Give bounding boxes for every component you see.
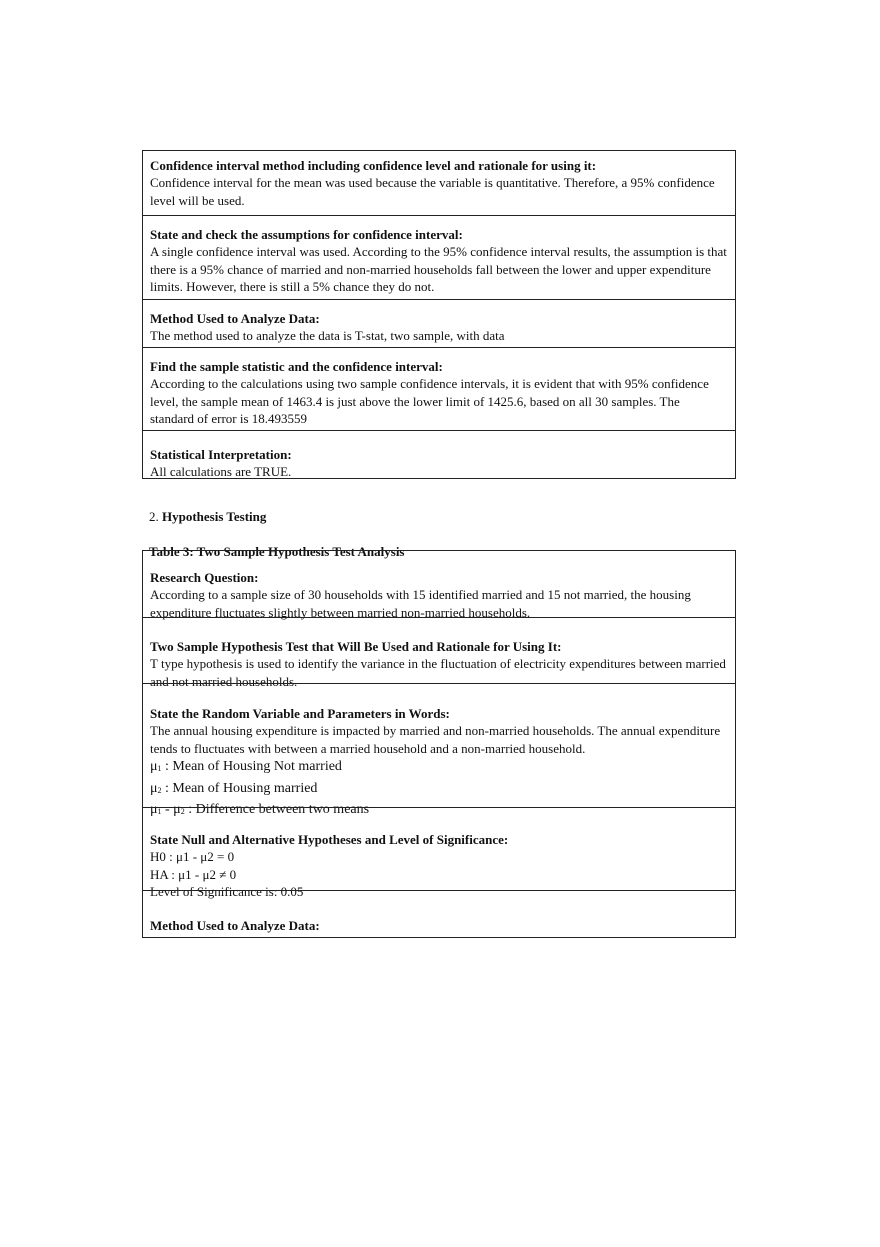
- table-caption: Table 3: Two Sample Hypothesis Test Analysis: [149, 544, 405, 559]
- interpretation-body: All calculations are TRUE.: [150, 464, 292, 479]
- interpretation-cell: [143, 430, 735, 481]
- section-heading: [149, 508, 266, 525]
- research-question-cell: [143, 569, 735, 621]
- method-title: Method Used to Analyze Data:: [150, 918, 320, 933]
- hypotheses-title: State Null and Alternative Hypotheses and Level of Significance:: [150, 832, 509, 847]
- mu-diff-line: $\mu_1 - \mu_2$ : Difference between two means: [150, 802, 370, 818]
- random-variable-title: State the Random Variable and Parameters in Words:: [150, 706, 450, 721]
- ci-assumptions-title: State and check the assumptions for confidence interval:: [150, 227, 463, 242]
- interpretation-title: Statistical Interpretation:: [150, 447, 292, 462]
- confidence-interval-table: [142, 150, 736, 479]
- ci-method-body: Confidence interval for the mean was used because the variable is quantitative. Therefore, a 95% confidence level will be used.: [150, 175, 715, 208]
- ci-assumptions-cell: [143, 215, 735, 296]
- analysis-method-body: The method used to analyze the data is T-stat, two sample, with data: [150, 328, 505, 343]
- ci-assumptions-body: A single confidence interval was used. According to the 95% confidence interval results, the assumption is that there is a 95% chance of married and non-married households fall between the lower and upper expenditure limits. However, there is still a 5% chance they do not.: [150, 244, 727, 295]
- analysis-method-cell: [143, 299, 735, 345]
- hypotheses-cell: [143, 807, 735, 901]
- random-variable-body: The annual housing expenditure is impacted by married and non-married households. The annual expenditure tends to fluctuates with between a married household and a non-married household.: [150, 723, 721, 756]
- research-question-body: According to a sample size of 30 households with 15 identified married and 15 not married, the housing expenditure fluctuates slightly between married non-married households.: [150, 587, 691, 620]
- mu2-line: $\mu_2$ : Mean of Housing married: [150, 780, 318, 796]
- sample-statistic-title: Find the sample statistic and the confidence interval:: [150, 359, 443, 374]
- section-title: Hypothesis Testing: [162, 509, 267, 524]
- alternative-hypothesis: HA : μ1 - μ2 ≠ 0: [150, 866, 237, 882]
- ci-method-cell: [143, 157, 735, 209]
- test-rationale-title: Two Sample Hypothesis Test that Will Be Used and Rationale for Using It:: [150, 639, 562, 654]
- method-cell: [143, 890, 735, 934]
- sample-statistic-cell: [143, 347, 735, 428]
- test-rationale-body: T type hypothesis is used to identify the variance in the fluctuation of electricity expenditures between married and not married households.: [150, 656, 726, 689]
- section-number: 2.: [149, 509, 159, 524]
- significance-level: Level of Significance is: 0.05: [150, 884, 304, 899]
- hypothesis-test-table: [142, 550, 736, 938]
- ci-method-title: Confidence interval method including confidence level and rationale for using it:: [150, 158, 597, 173]
- research-question-title: Research Question:: [150, 570, 259, 585]
- mu2-definition: : Mean of Housing married: [165, 780, 318, 796]
- analysis-method-title: Method Used to Analyze Data:: [150, 311, 320, 326]
- mu1-line: $\mu_1$ : Mean of Housing Not married: [150, 759, 342, 775]
- test-rationale-cell: [143, 617, 735, 690]
- null-hypothesis: H0 : μ1 - μ2 = 0: [150, 849, 235, 864]
- mu-diff-definition: : Difference between two means: [188, 802, 370, 818]
- mu1-definition: : Mean of Housing Not married: [165, 759, 342, 775]
- random-variable-cell: [143, 683, 735, 822]
- sample-statistic-body: According to the calculations using two sample confidence intervals, it is evident that with 95% confidence level, the sample mean of 1463.4 is just above the lower limit of 1425.6, based on all 30 samples. The standard of error is 18.493559: [150, 376, 709, 427]
